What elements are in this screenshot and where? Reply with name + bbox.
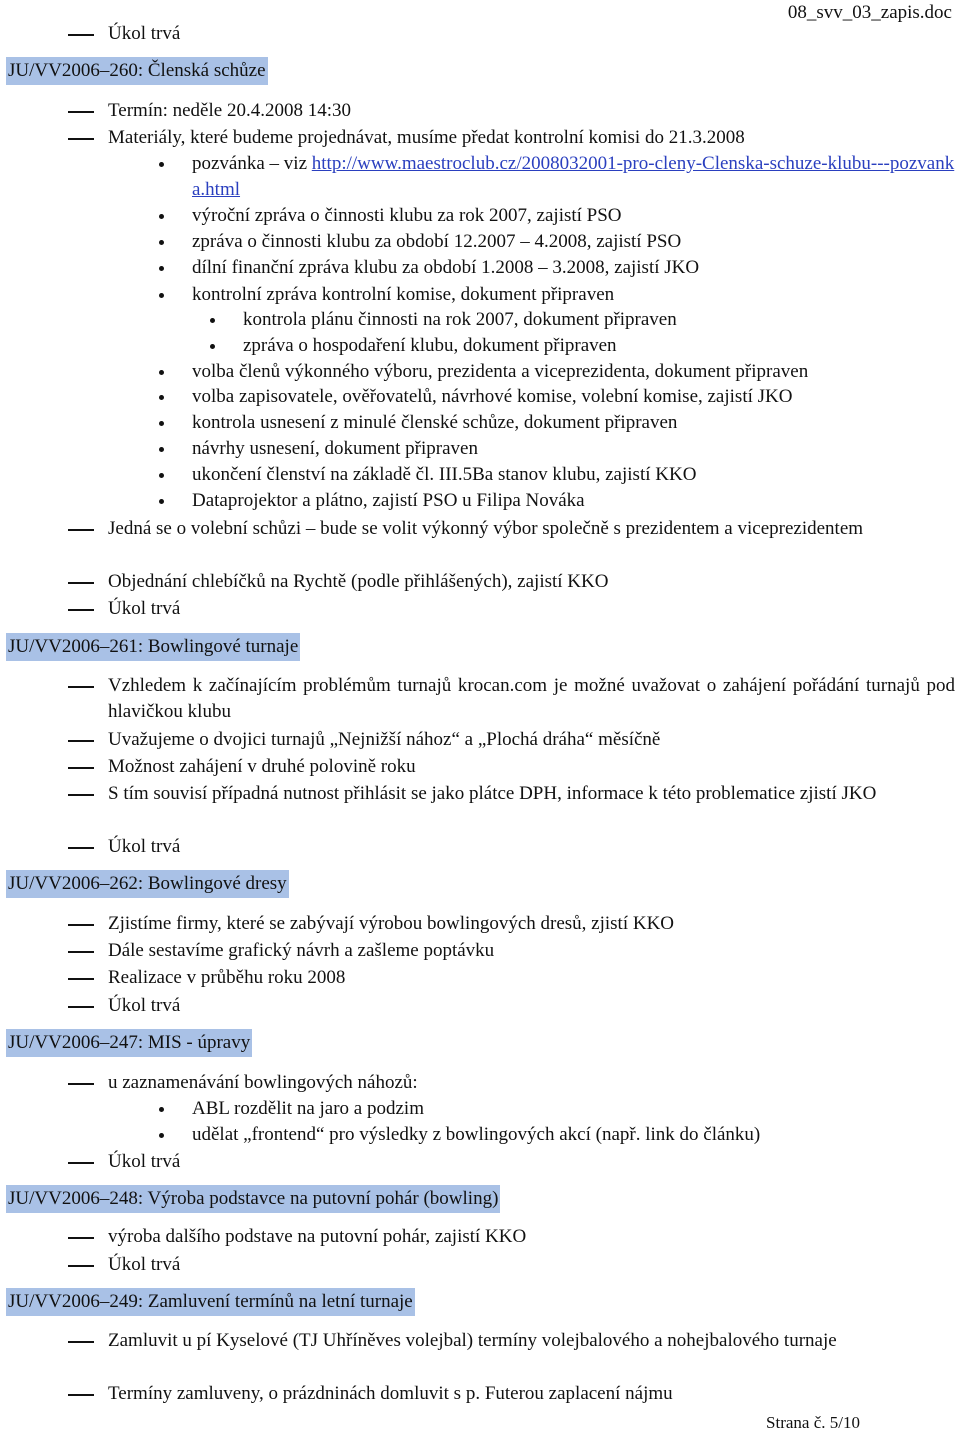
- bullet-text: kontrola usnesení z minulé členské schůze, dokument připraven: [192, 412, 678, 433]
- page-number: Strana č. 5/10: [766, 1413, 860, 1432]
- bullet-text: návrhy usnesení, dokument připraven: [192, 438, 478, 459]
- dash-marker: [68, 740, 94, 742]
- item-text: u zaznamenávání bowlingových náhozů:: [108, 1072, 418, 1093]
- dash-marker: [68, 1162, 94, 1164]
- bullet-icon: [159, 240, 164, 245]
- item-text: Možnost zahájení v druhé polovině roku: [108, 756, 416, 777]
- dash-marker: [68, 582, 94, 584]
- dash-marker: [68, 847, 94, 849]
- bullet-icon: [159, 266, 164, 271]
- invite-link[interactable]: http://www.maestroclub.cz/2008032001-pro-cleny-Clenska-schuze-klubu---pozvanka.html: [192, 153, 955, 200]
- section-heading-262: JU/VV2006–262: Bowlingové dresy: [6, 870, 289, 898]
- bullet-icon: [210, 344, 215, 349]
- item-text: S tím souvisí případná nutnost přihlásit se jako plátce DPH, informace k této problematice zjistí JKO: [108, 783, 877, 804]
- bullet-icon: [159, 499, 164, 504]
- bullet-icon: [159, 370, 164, 375]
- dash-marker: [68, 1006, 94, 1008]
- status-text: Úkol trvá: [108, 1254, 181, 1275]
- section-heading-249: JU/VV2006–249: Zamluvení termínů na letní turnaje: [6, 1288, 415, 1316]
- dash-marker: [68, 767, 94, 769]
- dash-marker: [68, 924, 94, 926]
- item-text: Vzhledem k začínajícím problémům turnajů krocan.com je možné uvažovat o zahájení pořádání turnajů pod hlavičkou klubu: [108, 675, 955, 722]
- status-text: Úkol trvá: [108, 598, 181, 619]
- status-text: Úkol trvá: [108, 1151, 181, 1172]
- bullet-icon: [159, 214, 164, 219]
- item-text: Zamluvit u pí Kyselové (TJ Uhříněves volejbal) termíny volejbalového a nohejbalového turnaje: [108, 1330, 837, 1351]
- bullet-icon: [159, 447, 164, 452]
- item-text: Dále sestavíme grafický návrh a zašleme poptávku: [108, 940, 495, 961]
- bullet-text: volba zapisovatele, ověřovatelů, návrhové komise, volební komise, zajistí JKO: [192, 386, 793, 407]
- dash-marker: [68, 1083, 94, 1085]
- section-heading-260: JU/VV2006–260: Členská schůze: [6, 57, 268, 85]
- dash-marker: [68, 686, 94, 688]
- bullet-text: zpráva o hospodaření klubu, dokument připraven: [243, 335, 617, 356]
- section-heading-247: JU/VV2006–247: MIS - úpravy: [6, 1029, 252, 1057]
- bullet-text: zpráva o činnosti klubu za období 12.2007 – 4.2008, zajistí PSO: [192, 231, 682, 252]
- dash-marker: [68, 34, 94, 36]
- bullet-text: kontrola plánu činnosti na rok 2007, dokument připraven: [243, 309, 677, 330]
- dash-marker: [68, 1341, 94, 1343]
- dash-marker: [68, 138, 94, 140]
- section-heading-248: JU/VV2006–248: Výroba podstavce na putovní pohár (bowling): [6, 1185, 500, 1213]
- item-text: Termíny zamluveny, o prázdninách domluvit s p. Futerou zaplacení nájmu: [108, 1383, 673, 1404]
- dash-marker: [68, 951, 94, 953]
- bullet-icon: [159, 473, 164, 478]
- bullet-text: [192, 151, 957, 203]
- bullet-text: volba členů výkonného výboru, prezidenta a viceprezidenta, dokument připraven: [192, 361, 809, 382]
- bullet-icon: [159, 395, 164, 400]
- section-heading-261: JU/VV2006–261: Bowlingové turnaje: [6, 633, 300, 661]
- document-filename: 08_svv_03_zapis.doc: [787, 2, 952, 23]
- order-text: Objednání chlebíčků na Rychtě (podle přihlášených), zajistí KKO: [108, 571, 609, 592]
- bullet-text: dílní finanční zpráva klubu za období 1.2008 – 3.2008, zajistí JKO: [192, 257, 700, 278]
- item-text: Zjistíme firmy, které se zabývají výrobou bowlingových dresů, zjistí KKO: [108, 913, 675, 934]
- election-note: Jedná se o volební schůzi – bude se volit výkonný výbor společně s prezidentem a viceprezidentem: [108, 518, 864, 539]
- bullet-text: výroční zpráva o činnosti klubu za rok 2007, zajistí PSO: [192, 205, 622, 226]
- term-text: Termín: neděle 20.4.2008 14:30: [108, 100, 351, 121]
- dash-marker: [68, 1265, 94, 1267]
- item-text: Realizace v průběhu roku 2008: [108, 967, 346, 988]
- bullet-text: udělat „frontend“ pro výsledky z bowlingových akcí (např. link do článku): [192, 1124, 761, 1145]
- dash-marker: [68, 978, 94, 980]
- item-text: výroba dalšího podstave na putovní pohár, zajistí KKO: [108, 1226, 527, 1247]
- dash-marker: [68, 609, 94, 611]
- bullet-icon: [159, 1107, 164, 1112]
- dash-marker: [68, 1394, 94, 1396]
- bullet-icon: [159, 162, 164, 167]
- status-text: Úkol trvá: [108, 995, 181, 1016]
- status-text: Úkol trvá: [108, 23, 181, 44]
- dash-marker: [68, 529, 94, 531]
- bullet-icon: [159, 421, 164, 426]
- bullet-icon: [159, 293, 164, 298]
- dash-marker: [68, 1237, 94, 1239]
- status-text: Úkol trvá: [108, 836, 181, 857]
- dash-marker: [68, 794, 94, 796]
- item-text: Uvažujeme o dvojici turnajů „Nejnižší nához“ a „Plochá dráha“ měsíčně: [108, 729, 661, 750]
- bullet-text: Dataprojektor a plátno, zajistí PSO u Filipa Nováka: [192, 490, 585, 511]
- materials-text: Materiály, které budeme projednávat, musíme předat kontrolní komisi do 21.3.2008: [108, 127, 745, 148]
- bullet-text: kontrolní zpráva kontrolní komise, dokument připraven: [192, 284, 615, 305]
- bullet-text: ABL rozdělit na jaro a podzim: [192, 1098, 424, 1119]
- bullet-icon: [210, 318, 215, 323]
- bullet-text: ukončení členství na základě čl. III.5Ba stanov klubu, zajistí KKO: [192, 464, 697, 485]
- bullet-icon: [159, 1133, 164, 1138]
- invite-prefix: pozvánka – viz: [192, 153, 312, 174]
- dash-marker: [68, 111, 94, 113]
